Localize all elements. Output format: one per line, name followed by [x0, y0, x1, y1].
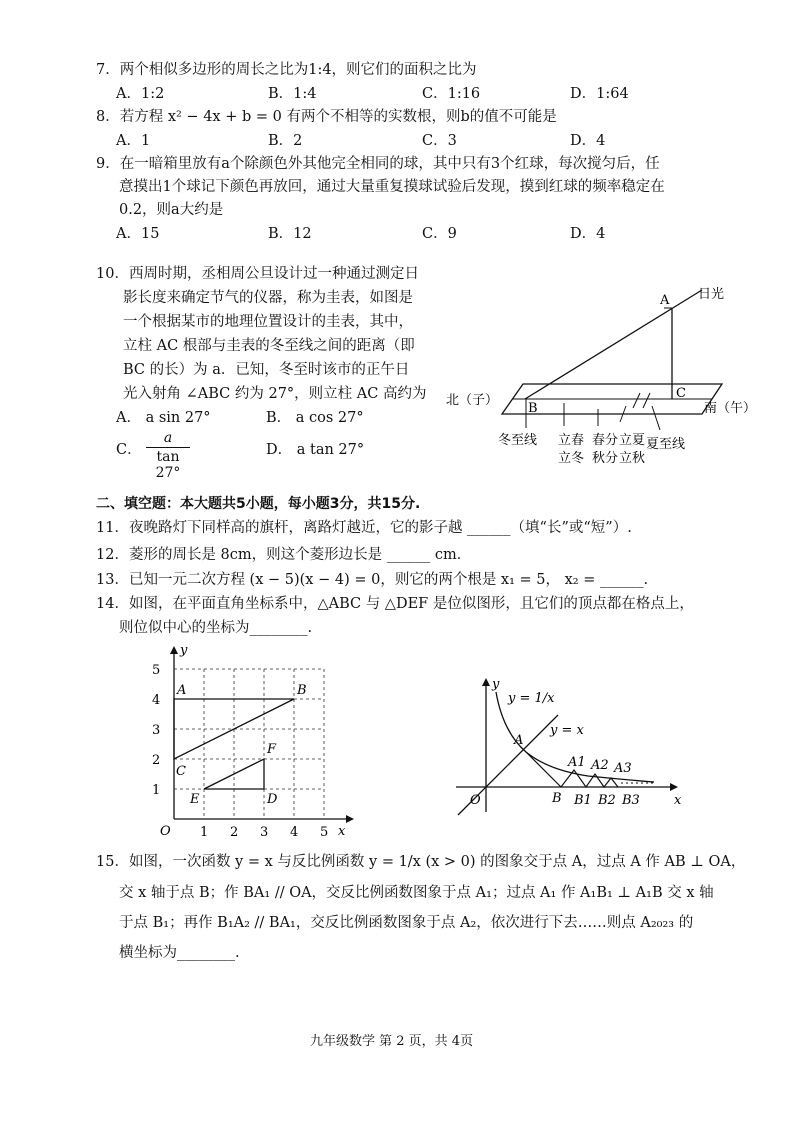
x-tick-2: 2	[230, 825, 239, 840]
q8-option-a[interactable]: A．1	[116, 133, 151, 149]
label-winter-start: 立冬	[558, 451, 585, 466]
label-a: A	[660, 293, 670, 308]
label-autumn-start: 立秋	[619, 451, 646, 466]
x-axis-arrow-icon	[670, 783, 678, 791]
q10-option-c-denominator: tan 27°	[155, 449, 181, 481]
point-a2-label: A2	[591, 758, 609, 773]
q10-stem-line-3: 一个根据某市的地理位置设计的圭表，其中，	[123, 314, 413, 330]
label-spring-equinox: 春分	[592, 433, 619, 448]
q7-stem: 7．两个相似多边形的周长之比为1:4，则它们的面积之比为	[96, 62, 477, 78]
label-b: B	[528, 401, 538, 416]
q9-stem-line-3: 0.2，则a大约是	[119, 202, 224, 218]
q11-text: 11．夜晚路灯下同样高的旗杆，离路灯越近，它的影子越 ______（填“长”或“短”）.	[96, 520, 632, 536]
q9-option-a[interactable]: A．15	[116, 226, 160, 242]
q12-text: 12．菱形的周长是 8cm，则这个菱形边长是 ______ cm．	[96, 547, 472, 563]
point-d-label: D	[267, 792, 278, 807]
point-c-label: C	[176, 764, 186, 779]
q15-line-2: 交 x 轴于点 B；作 BA₁ // OA，交反比例函数图象于点 A₁；过点 A₁ 作 A₁B₁ ⊥ A₁B 交 x 轴	[119, 885, 714, 901]
q7-option-b[interactable]: B．1:4	[268, 86, 317, 102]
q13-text: 13．已知一元二次方程 (x − 5)(x − 4) = 0，则它的两个根是 x₁ = 5， x₂ = ______.	[96, 572, 649, 588]
point-a1-label: A1	[568, 755, 586, 770]
q9-option-c[interactable]: C．9	[422, 226, 457, 242]
x-tick-5: 5	[320, 825, 329, 840]
q15-line-1: 15．如图，一次函数 y = x 与反比例函数 y = 1/x (x > 0) 的图象交于点 A，过点 A 作 AB ⊥ OA，	[96, 854, 746, 870]
point-b2-label: B2	[598, 793, 616, 808]
point-b-label: B	[297, 683, 307, 698]
y-tick-5: 5	[152, 663, 161, 678]
label-spring-start: 立春	[558, 433, 585, 448]
q10-option-c[interactable]: C．	[116, 442, 142, 458]
label-summer-start: 立夏	[619, 433, 646, 448]
q9-option-b[interactable]: B．12	[268, 226, 312, 242]
q7-option-c[interactable]: C．1:16	[422, 86, 481, 102]
q14-line-2: 则位似中心的坐标为________.	[119, 620, 313, 636]
q8-stem: 8．若方程 x² − 4x + b = 0 有两个不相等的实数根，则b的值不可能是	[96, 109, 557, 125]
q10-gnomon-figure	[440, 278, 770, 468]
q10-option-c-fraction[interactable]	[146, 430, 190, 481]
origin-label: O	[470, 793, 481, 808]
sun-ray-line	[525, 290, 702, 399]
summer-solstice-mark-2	[643, 393, 650, 408]
q10-option-a[interactable]: A． a sin 27°	[116, 410, 211, 426]
summer-line-pointer	[652, 406, 660, 430]
q9-stem-line-1: 9．在一暗箱里放有a个除颜色外其他完全相同的球，其中只有3个红球，每次搅匀后，任	[96, 156, 660, 172]
label-winter-solstice: 冬至线	[498, 433, 538, 448]
point-b3-label: B3	[622, 793, 640, 808]
q10-stem-line-1: 10．西周时期，丞相周公旦设计过一种通过测定日	[96, 266, 419, 282]
q14-coordinate-figure	[140, 642, 370, 842]
func-linear-label: y = x	[550, 723, 584, 738]
q8-option-b[interactable]: B．2	[268, 133, 303, 149]
q15-line-3: 于点 B₁；再作 B₁A₂ // BA₁，交反比例函数图象于点 A₂，依次进行下去……则点 A₂₀₂₃ 的	[119, 915, 694, 931]
y-tick-1: 1	[152, 783, 161, 798]
point-f-label: F	[267, 742, 277, 757]
point-b1-label: B1	[574, 793, 592, 808]
label-summer-solstice: 夏至线	[646, 437, 686, 452]
q10-stem-line-4: 立柱 AC 根部与圭表的冬至线之间的距离（即	[123, 338, 415, 354]
y-axis-label: y	[180, 643, 188, 658]
point-a3-label: A3	[614, 761, 632, 776]
q14-line-1: 14．如图，在平面直角坐标系中，△ABC 与 △DEF 是位似图形，且它们的顶点都在格点上，	[96, 596, 694, 612]
q15-function-figure	[448, 672, 688, 822]
x-axis-label: x	[674, 793, 682, 808]
y-tick-4: 4	[152, 693, 161, 708]
q15-line-4: 横坐标为________.	[119, 945, 240, 961]
y-axis-arrow-icon	[482, 678, 490, 686]
q10-option-b[interactable]: B． a cos 27°	[266, 410, 364, 426]
q7-option-a[interactable]: A．1:2	[116, 86, 165, 102]
fraction-bar	[146, 447, 190, 448]
q10-stem-line-6: 光入射角 ∠ABC 约为 27°，则立柱 AC 高约为	[123, 386, 427, 402]
point-b-label: B	[552, 791, 562, 806]
q8-option-d[interactable]: D．4	[570, 133, 606, 149]
q10-option-d[interactable]: D． a tan 27°	[266, 442, 365, 458]
func-inverse-label: y = 1/x	[508, 691, 555, 706]
y-tick-2: 2	[152, 753, 161, 768]
origin-label: O	[160, 824, 171, 839]
q9-option-d[interactable]: D．4	[570, 226, 606, 242]
point-a-label: A	[514, 733, 524, 748]
q10-stem-line-5: BC 的长）为 a．已知，冬至时该市的正午日	[123, 362, 410, 378]
y-axis-label: y	[492, 677, 500, 692]
x-axis-label: x	[338, 824, 346, 839]
page-footer: 九年级数学 第 2 页，共 4页	[310, 1034, 474, 1049]
section2-title: 二、填空题：本大题共5小题，每小题3分，共15分.	[96, 496, 421, 512]
q9-stem-line-2: 意摸出1个球记下颜色再放回，通过大量重复摸球试验后发现，摸到红球的频率稳定在	[119, 179, 665, 195]
x-tick-1: 1	[200, 825, 209, 840]
x-tick-3: 3	[260, 825, 269, 840]
q8-option-c[interactable]: C．3	[422, 133, 457, 149]
label-sunlight: 日光	[698, 287, 725, 302]
x-tick-4: 4	[290, 825, 299, 840]
point-a-label: A	[177, 683, 187, 698]
label-north: 北（子）	[446, 393, 499, 408]
y-axis-arrow-icon	[170, 646, 178, 654]
label-south: 南（午）	[704, 401, 757, 416]
label-c: C	[676, 386, 686, 401]
summer-solstice-mark-1	[633, 393, 640, 408]
q10-stem-line-2: 影长度来确定节气的仪器，称为圭表，如图是	[123, 290, 413, 306]
q10-option-c-numerator: a	[163, 430, 173, 446]
x-axis-arrow-icon	[346, 815, 354, 823]
q7-option-d[interactable]: D．1:64	[570, 86, 629, 102]
label-autumn-equinox: 秋分	[592, 451, 619, 466]
point-e-label: E	[190, 792, 200, 807]
y-tick-3: 3	[152, 723, 161, 738]
